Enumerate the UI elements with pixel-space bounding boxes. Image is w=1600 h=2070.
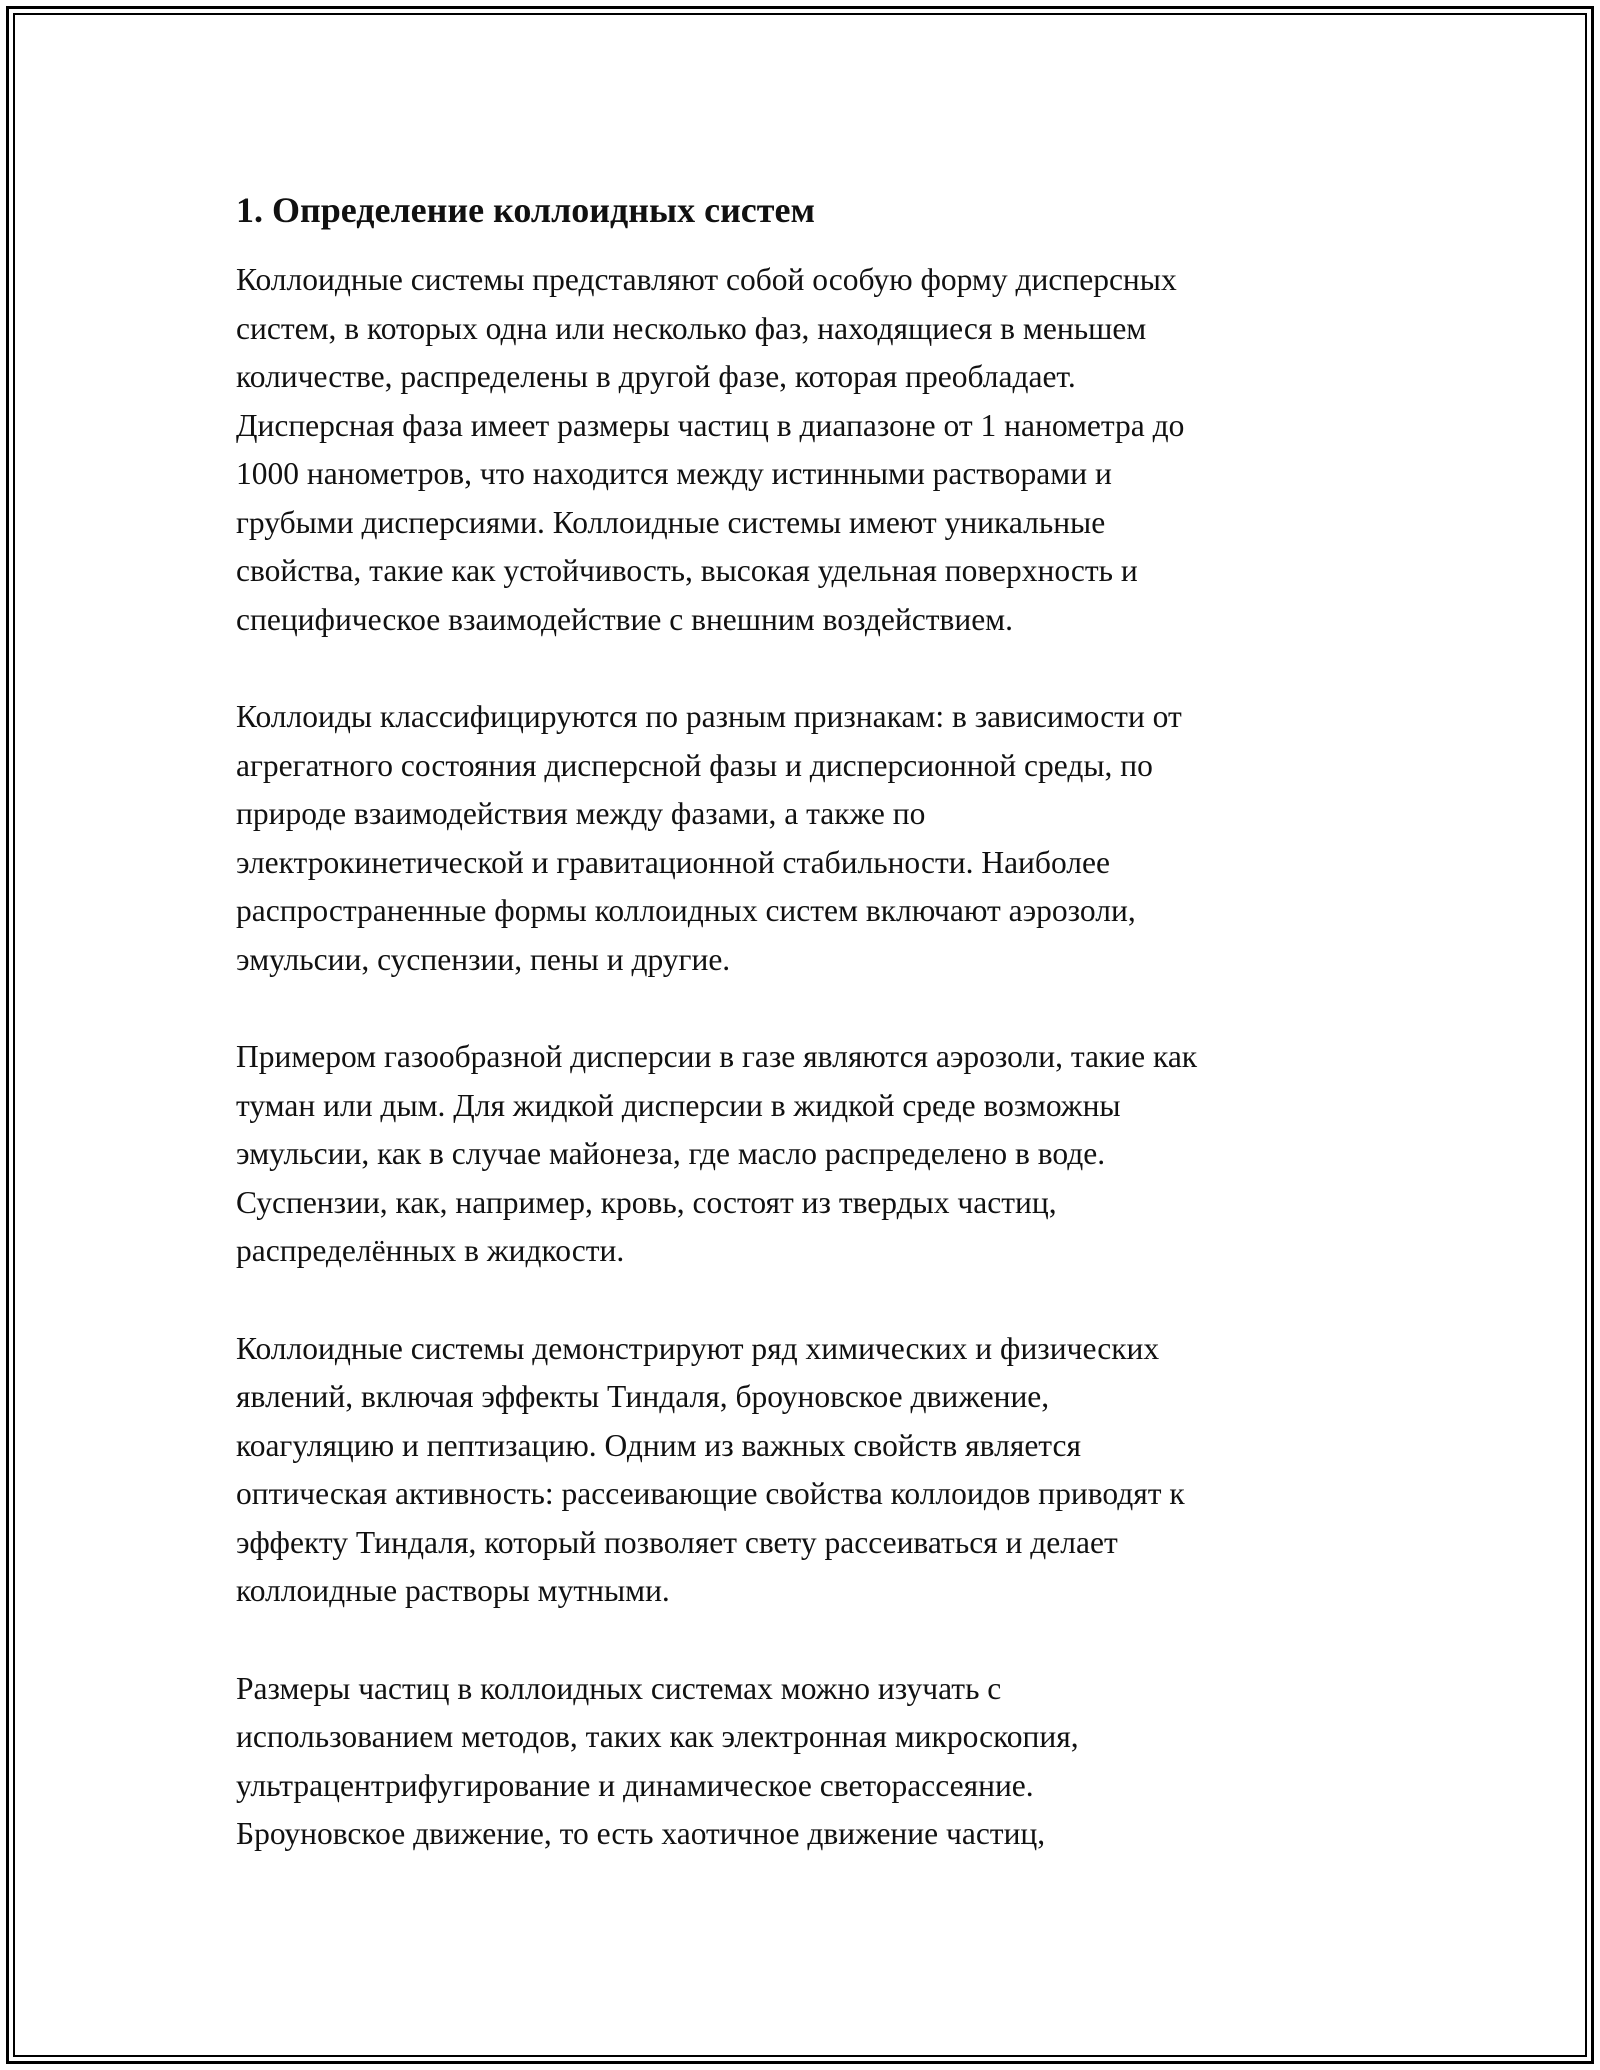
paragraph-examples: Примером газообразной дисперсии в газе являются аэрозоли, такие как туман или дым. Для жидкой дисперсии в жидкой среде возможны эмульсии, как в случае майонеза, где масло распределено в воде. Суспензии, как, например, кровь, состоят из твердых частиц, распределённых в жидкости. bbox=[236, 1039, 1198, 1268]
paragraph-phenomena: Коллоидные системы демонстрируют ряд химических и физических явлений, включая эффекты Тиндаля, броуновское движение, коагуляцию и пептизацию. Одним из важных свойств является оптическая активность: рассеивающие свойства коллоидов приводят к эффекту Тиндаля, который позволяет свету рассеиваться и делает коллоидные растворы мутными. bbox=[236, 1330, 1185, 1608]
section-heading: 1. Определение коллоидных систем bbox=[236, 190, 815, 230]
document-body bbox=[236, 188, 1366, 1908]
paragraph-methods: Размеры частиц в коллоидных системах можно изучать с использованием методов, таких как электронная микроскопия, ультрацентрифугирование и динамическое светорассеяние. Броуновское движение, то есть хаотичное движение частиц, bbox=[236, 1670, 1079, 1851]
paragraph-classification: Коллоиды классифицируются по разным признакам: в зависимости от агрегатного состояния дисперсной фазы и дисперсионной среды, по природе взаимодействия между фазами, а также по электрокинетической и гравитационной стабильности. Наиболее распространенные формы коллоидных систем включают аэрозоли, эмульсии, суспензии, пены и другие. bbox=[236, 699, 1182, 977]
paragraph-definition: Коллоидные системы представляют собой особую форму дисперсных систем, в которых одна или несколько фаз, находящиеся в меньшем количестве, распределены в другой фазе, которая преобладает. Дисперсная фаза имеет размеры частиц в диапазоне от 1 нанометра до 1000 нанометров, что находится между истинными растворами и грубыми дисперсиями. Коллоидные системы имеют уникальные свойства, такие как устойчивость, высокая удельная поверхность и специфическое взаимодействие с внешним воздействием. bbox=[236, 262, 1185, 637]
